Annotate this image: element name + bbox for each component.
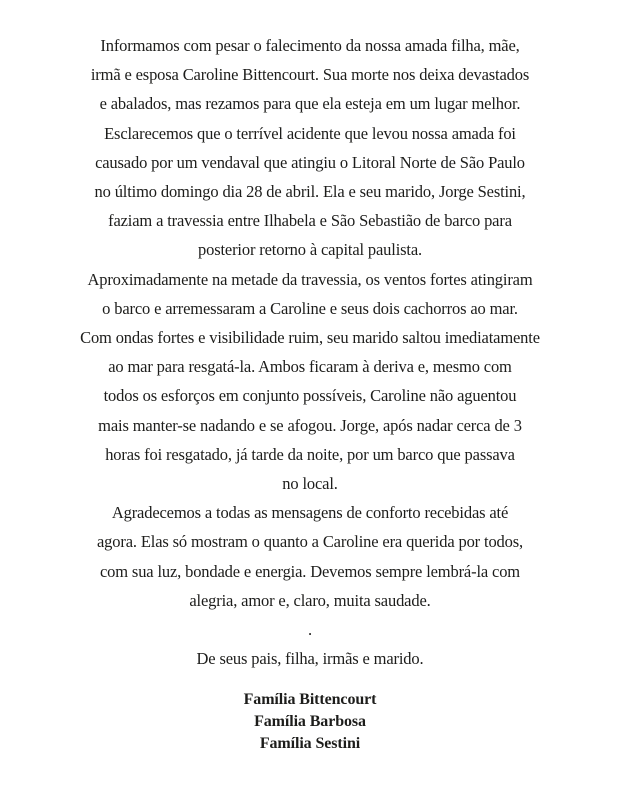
announcement-body xyxy=(0,31,620,615)
announcement-text-line: posterior retorno à capital paulista. xyxy=(198,240,422,260)
announcement-text-line: irmã e esposa Caroline Bittencourt. Sua morte nos deixa devastados xyxy=(90,65,530,85)
announcement-text-line: ao mar para resgatá-la. Ambos ficaram à deriva e, mesmo com xyxy=(108,357,512,377)
separator-dot: . xyxy=(307,620,313,640)
announcement-text-line: Com ondas fortes e visibilidade ruim, seu marido saltou imediatamente xyxy=(80,328,540,348)
announcement-text-line: com sua luz, bondade e energia. Devemos sempre lembrá-la com xyxy=(100,561,520,581)
announcement-text-line: no local. xyxy=(282,474,338,494)
announcement-text-line: Agradecemos a todas as mensagens de conforto recebidas até xyxy=(111,503,509,523)
family-signatures xyxy=(0,689,620,755)
announcement-text-line: alegria, amor e, claro, muita saudade. xyxy=(189,590,431,610)
announcement-text-line: Informamos com pesar o falecimento da nossa amada filha, mãe, xyxy=(100,36,520,55)
announcement-text-line: agora. Elas só mostram o quanto a Caroline era querida por todos, xyxy=(96,532,523,552)
family-signature-line: Família Bittencourt xyxy=(243,691,377,709)
family-signature-line: Família Sestini xyxy=(259,735,361,753)
announcement-text-line: horas foi resgatado, já tarde da noite, por um barco que passava xyxy=(105,444,515,464)
announcement-text-line: o barco e arremessaram a Caroline e seus dois cachorros ao mar. xyxy=(102,298,518,318)
announcement-text-line: e abalados, mas rezamos para que ela esteja em um lugar melhor. xyxy=(99,94,521,114)
family-signature-line: Família Barbosa xyxy=(254,713,366,731)
announcement-text-line: no último domingo dia 28 de abril. Ela e seu marido, Jorge Sestini, xyxy=(94,182,526,202)
announcement-text-line: todos os esforços em conjunto possíveis, Caroline não aguentou xyxy=(103,386,517,406)
announcement-text-line: Esclarecemos que o terrível acidente que levou nossa amada foi xyxy=(104,123,516,143)
announcement-text-line: Aproximadamente na metade da travessia, os ventos fortes atingiram xyxy=(87,269,533,289)
announcement-text-line: faziam a travessia entre Ilhabela e São Sebastião de barco para xyxy=(108,211,512,231)
signature-line: De seus pais, filha, irmãs e marido. xyxy=(196,649,424,669)
announcement-text-line: causado por um vendaval que atingiu o Litoral Norte de São Paulo xyxy=(95,152,525,172)
announcement-text-line: mais manter-se nadando e se afogou. Jorge, após nadar cerca de 3 xyxy=(98,415,522,435)
